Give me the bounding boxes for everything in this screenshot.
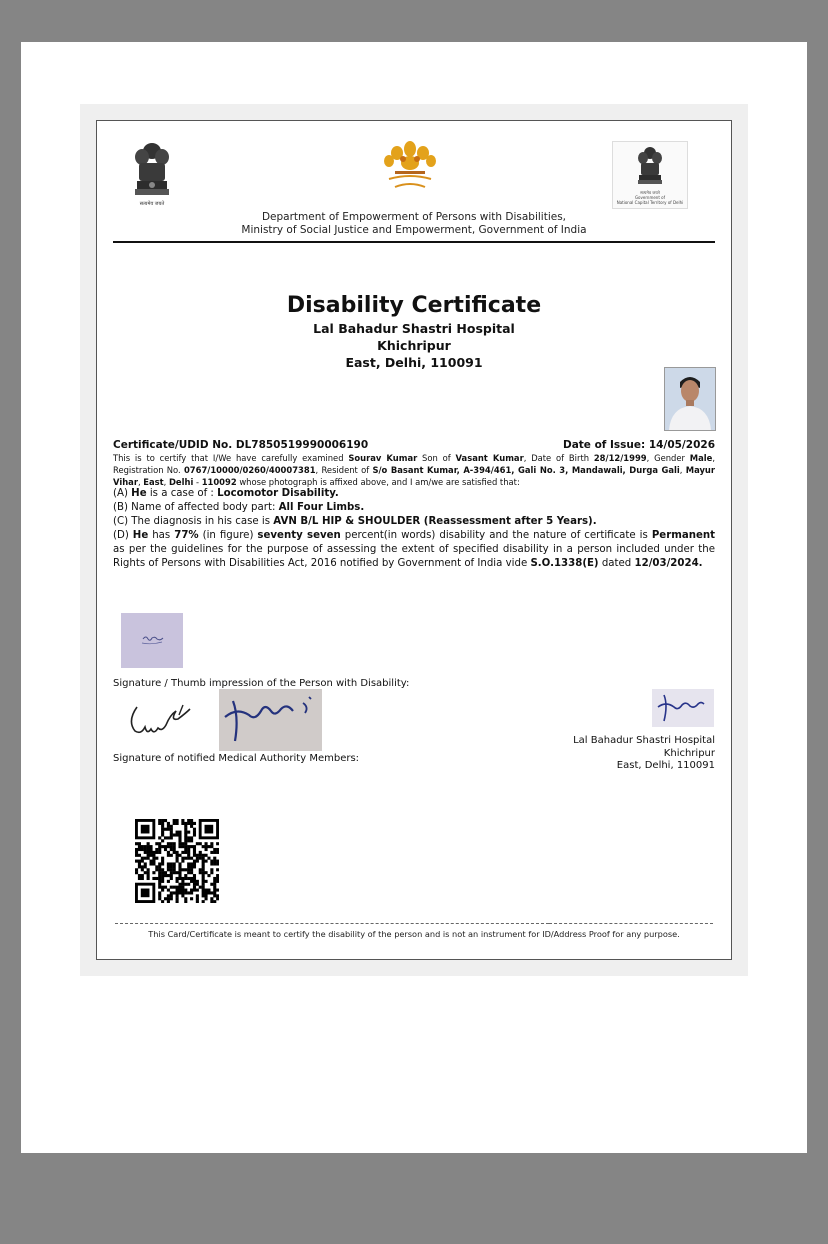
hospital-city: East, Delhi, 110091 — [616, 760, 715, 771]
notification-number: S.O.1338(E) — [530, 558, 599, 569]
registration-number: 0767/10000/0260/40007381 — [183, 464, 316, 475]
dept-logo-icon — [377, 139, 443, 195]
certificate — [96, 120, 732, 960]
document-page — [21, 42, 807, 1153]
medical-member-signature-1 — [123, 695, 205, 745]
detail-text: (in figure) — [198, 530, 258, 541]
detail-c — [113, 515, 715, 529]
hospital-name: Lal Bahadur Shastri Hospital — [313, 321, 515, 336]
separator: , — [679, 464, 686, 475]
footer-divider — [115, 923, 549, 924]
detail-text: (C) The diagnosis in his case is — [113, 516, 274, 527]
dept-line: Department of Empowerment of Persons with Disabilities, — [261, 211, 567, 223]
statement-text: , Resident of — [315, 464, 373, 475]
notification-date: 12/03/2024. — [634, 558, 703, 569]
detail-b — [113, 501, 715, 515]
detail-text: (B) Name of affected body part: — [113, 502, 279, 513]
medical-authority-label: Signature of notified Medical Authority Members: — [113, 753, 360, 764]
address-state: Delhi — [168, 476, 194, 487]
statement-text: , Gender — [646, 453, 690, 463]
disability-percentage: 77% — [174, 530, 199, 541]
father-name: Vasant Kumar — [455, 453, 524, 463]
certificate-frame — [80, 104, 748, 976]
ministry-line: Ministry of Social Justice and Empowerment, Government of India — [241, 224, 587, 236]
address: S/o Basant Kumar, A-394/461, Gali No. 3, Mandawali, Durga Gali — [372, 464, 680, 475]
footer-divider — [549, 923, 713, 924]
pin-code: 110092 — [201, 476, 237, 487]
person-name: Sourav Kumar — [348, 453, 418, 463]
address-district: East — [143, 476, 164, 487]
separator: , — [163, 476, 169, 487]
statement-text: , Date of Birth — [523, 453, 594, 463]
udid-number: Certificate/UDID No. DL7850519990006190 — [113, 439, 369, 451]
certificate-nature: Permanent — [651, 530, 715, 541]
delhi-govt-emblem-icon — [612, 141, 688, 209]
affected-body-part: All Four Limbs. — [278, 502, 365, 513]
percentage-in-words: seventy seven — [257, 530, 341, 541]
certificate-details — [113, 487, 715, 571]
certificate-title: Disability Certificate — [286, 293, 542, 318]
detail-text: has — [148, 530, 175, 541]
date-of-birth: 28/12/1999 — [593, 453, 647, 463]
statement-text: Son of — [417, 453, 456, 463]
detail-text: is a case of : — [146, 488, 218, 499]
person-signature-label: Signature / Thumb impression of the Person with Disability: — [113, 678, 410, 689]
detail-text: as per the guidelines for the purpose of assessing the extent of specified disability in a person included under the Rights of Persons with Disabilities Act, 2016 notified by Government of India vide — [113, 544, 715, 569]
header-divider — [113, 241, 715, 243]
detail-a — [113, 487, 715, 501]
issuing-hospital-address — [573, 735, 715, 773]
applicant-photo — [664, 367, 716, 431]
hospital-address — [97, 320, 731, 371]
department-heading — [97, 211, 731, 237]
medical-member-signature-2 — [219, 689, 322, 751]
date-of-issue: Date of Issue: 14/05/2026 — [562, 439, 715, 451]
hospital-city: East, Delhi, 110091 — [345, 355, 483, 370]
diagnosis: AVN B/L HIP & SHOULDER (Reassessment after 5 Years). — [273, 516, 597, 527]
statement-text: This is to certify that I/We have carefully examined — [113, 453, 349, 463]
separator: - — [193, 476, 202, 487]
qr-code-icon — [135, 819, 219, 903]
person-signature-image — [121, 613, 183, 668]
issuing-authority-signature — [652, 689, 714, 727]
detail-text: (A) — [113, 488, 132, 499]
emblem-caption: सत्यमेव जयते — [139, 201, 165, 207]
detail-d — [113, 529, 715, 571]
hospital-name: Lal Bahadur Shastri Hospital — [573, 735, 715, 746]
detail-text: (D) — [113, 530, 133, 541]
statement-text: , Registration No. — [113, 453, 715, 475]
hospital-locality: Khichripur — [377, 338, 451, 353]
hospital-locality: Khichripur — [663, 747, 715, 759]
pronoun: He — [131, 488, 147, 499]
footer-disclaimer: This Card/Certificate is meant to certify the disability of the person and is not an instrument for ID/Address Proof for any purpose. — [148, 929, 680, 939]
emblem-caption: Government of — [634, 195, 666, 200]
certification-statement — [113, 453, 715, 488]
national-emblem-icon — [129, 141, 175, 205]
detail-text: percent(in words) disability and the nature of certificate is — [340, 530, 652, 541]
statement-text: whose photograph is affixed above, and I am/we are satisfied that: — [236, 476, 520, 487]
address-area: Mayur Vihar — [113, 464, 716, 487]
disability-type: Locomotor Disability. — [217, 488, 339, 499]
pronoun: He — [132, 530, 149, 541]
emblem-caption: National Capital Territory of Delhi — [616, 200, 684, 205]
gender: Male — [689, 453, 713, 463]
separator: , — [137, 476, 144, 487]
detail-text: dated — [598, 558, 635, 569]
emblem-caption: सत्यमेव जयते — [640, 190, 660, 195]
